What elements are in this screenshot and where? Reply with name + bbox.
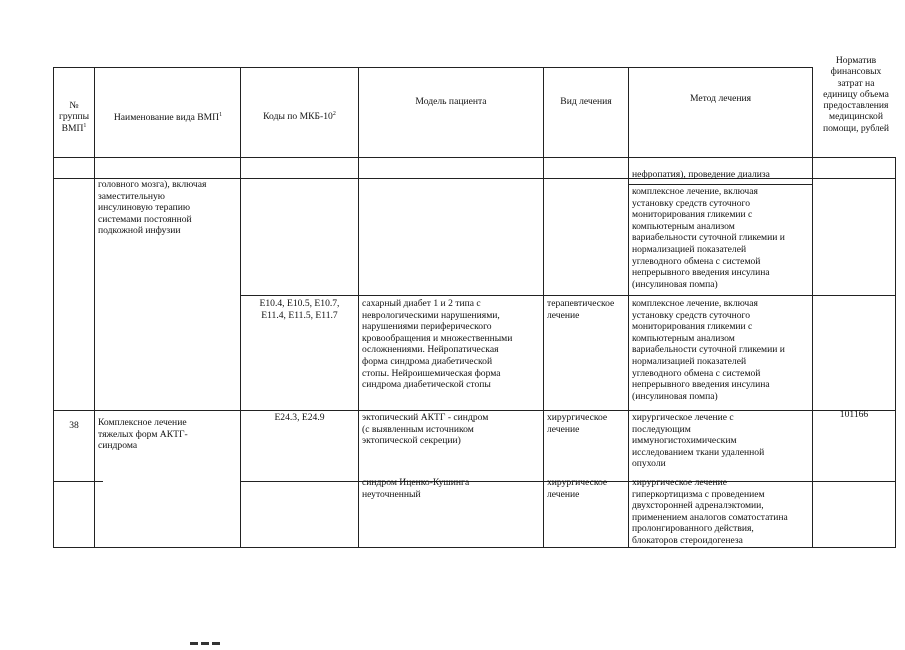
header-treatment-type: Вид лечения — [560, 96, 612, 107]
table-border-bottom — [53, 547, 896, 548]
header-codes: Коды по МКБ-10 — [263, 110, 333, 122]
header-model: Модель пациента — [415, 96, 487, 107]
cont-name: головного мозга), включая заместительную инсулиновую терапию системами постоянной подкожной инфузии — [98, 179, 207, 237]
cont-method-1: нефропатия), проведение диализа — [632, 169, 770, 180]
header-name: Наименование вида ВМП — [113, 111, 220, 123]
header-method: Метод лечения — [689, 93, 752, 104]
diab-row-divider — [240, 295, 896, 296]
header-group-sup: 1 — [83, 122, 87, 129]
group38-row-divider — [53, 410, 896, 411]
g38-model-1: эктопический АКТГ - синдром (с выявленным источником эктопической секреции) — [362, 412, 489, 447]
diab-model: сахарный диабет 1 и 2 типа с неврологическими нарушениями, нарушениями периферического кровообращения и множественными осложнениями. Нейропатическая форма синдрома диабетической стопы. Нейроишемическая форма синдрома диабетической стопы — [362, 298, 513, 391]
g38-norm: 101166 — [839, 409, 869, 420]
g38-method-2: хирургическое лечение гиперкортицизма с проведением двухсторонней адреналэктомии, применением аналогов соматостатина пролонгированного действия, блокаторов стероидогенеза — [632, 477, 788, 546]
header-name-sup: 1 — [219, 111, 223, 118]
diab-treatment-type: терапевтическое лечение — [547, 298, 615, 321]
diab-codes: E10.4, E10.5, E10.7, E11.4, E11.5, E11.7 — [259, 298, 340, 321]
header-codes-cell — [241, 99, 358, 122]
group38-number-divider — [53, 481, 103, 482]
g38-method-1: хирургическое лечение с последующим иммуногистохимическим исследованием ткани удаленной опухоли — [632, 412, 765, 470]
col-border-left — [53, 67, 54, 548]
diab-method: комплексное лечение, включая установку средств суточного мониторирования гликемии с компьютерным анализом вариабельности суточной гликемии и нормализацией показателей углеводного обмена с системой непрерывного введения инсулина (инсулиновая помпа) — [632, 298, 785, 402]
cont-method-2: комплексное лечение, включая установку средств суточного мониторирования гликемии с компьютерным анализом вариабельности суточной гликемии и нормализацией показателей углеводного обмена с системой непрерывного введения инсулина (инсулиновая помпа) — [632, 186, 785, 290]
header-norm: Норматив финансовых затрат на единицу объема предоставления медицинской помощи, рублей — [822, 55, 890, 134]
header-group: № группы ВМП — [58, 99, 90, 134]
table-border-top — [53, 67, 812, 68]
g38-treatment-type-1: хирургическое лечение — [547, 412, 608, 435]
col-border-right — [895, 157, 896, 548]
col-divider-model — [358, 67, 359, 548]
scan-artifact — [190, 632, 250, 640]
g38-treatment-type-2: хирургическое лечение — [547, 477, 608, 500]
col-divider-type — [543, 67, 544, 548]
g38-name: Комплексное лечение тяжелых форм АКТГ- синдрома — [98, 417, 188, 452]
header-group-cell — [54, 88, 94, 134]
header-codes-sup: 2 — [332, 110, 336, 117]
col-divider-norm — [812, 67, 813, 548]
g38-codes: E24.3, E24.9 — [274, 412, 325, 423]
method-divider — [628, 184, 812, 185]
col-divider-method — [628, 67, 629, 548]
header-name-cell — [96, 100, 240, 123]
g38-number: 38 — [69, 420, 79, 431]
col-divider-name — [94, 67, 95, 548]
g38-model-2: синдром Иценко-Кушинга неуточненный — [362, 477, 470, 500]
table-header-bottom — [53, 157, 896, 158]
